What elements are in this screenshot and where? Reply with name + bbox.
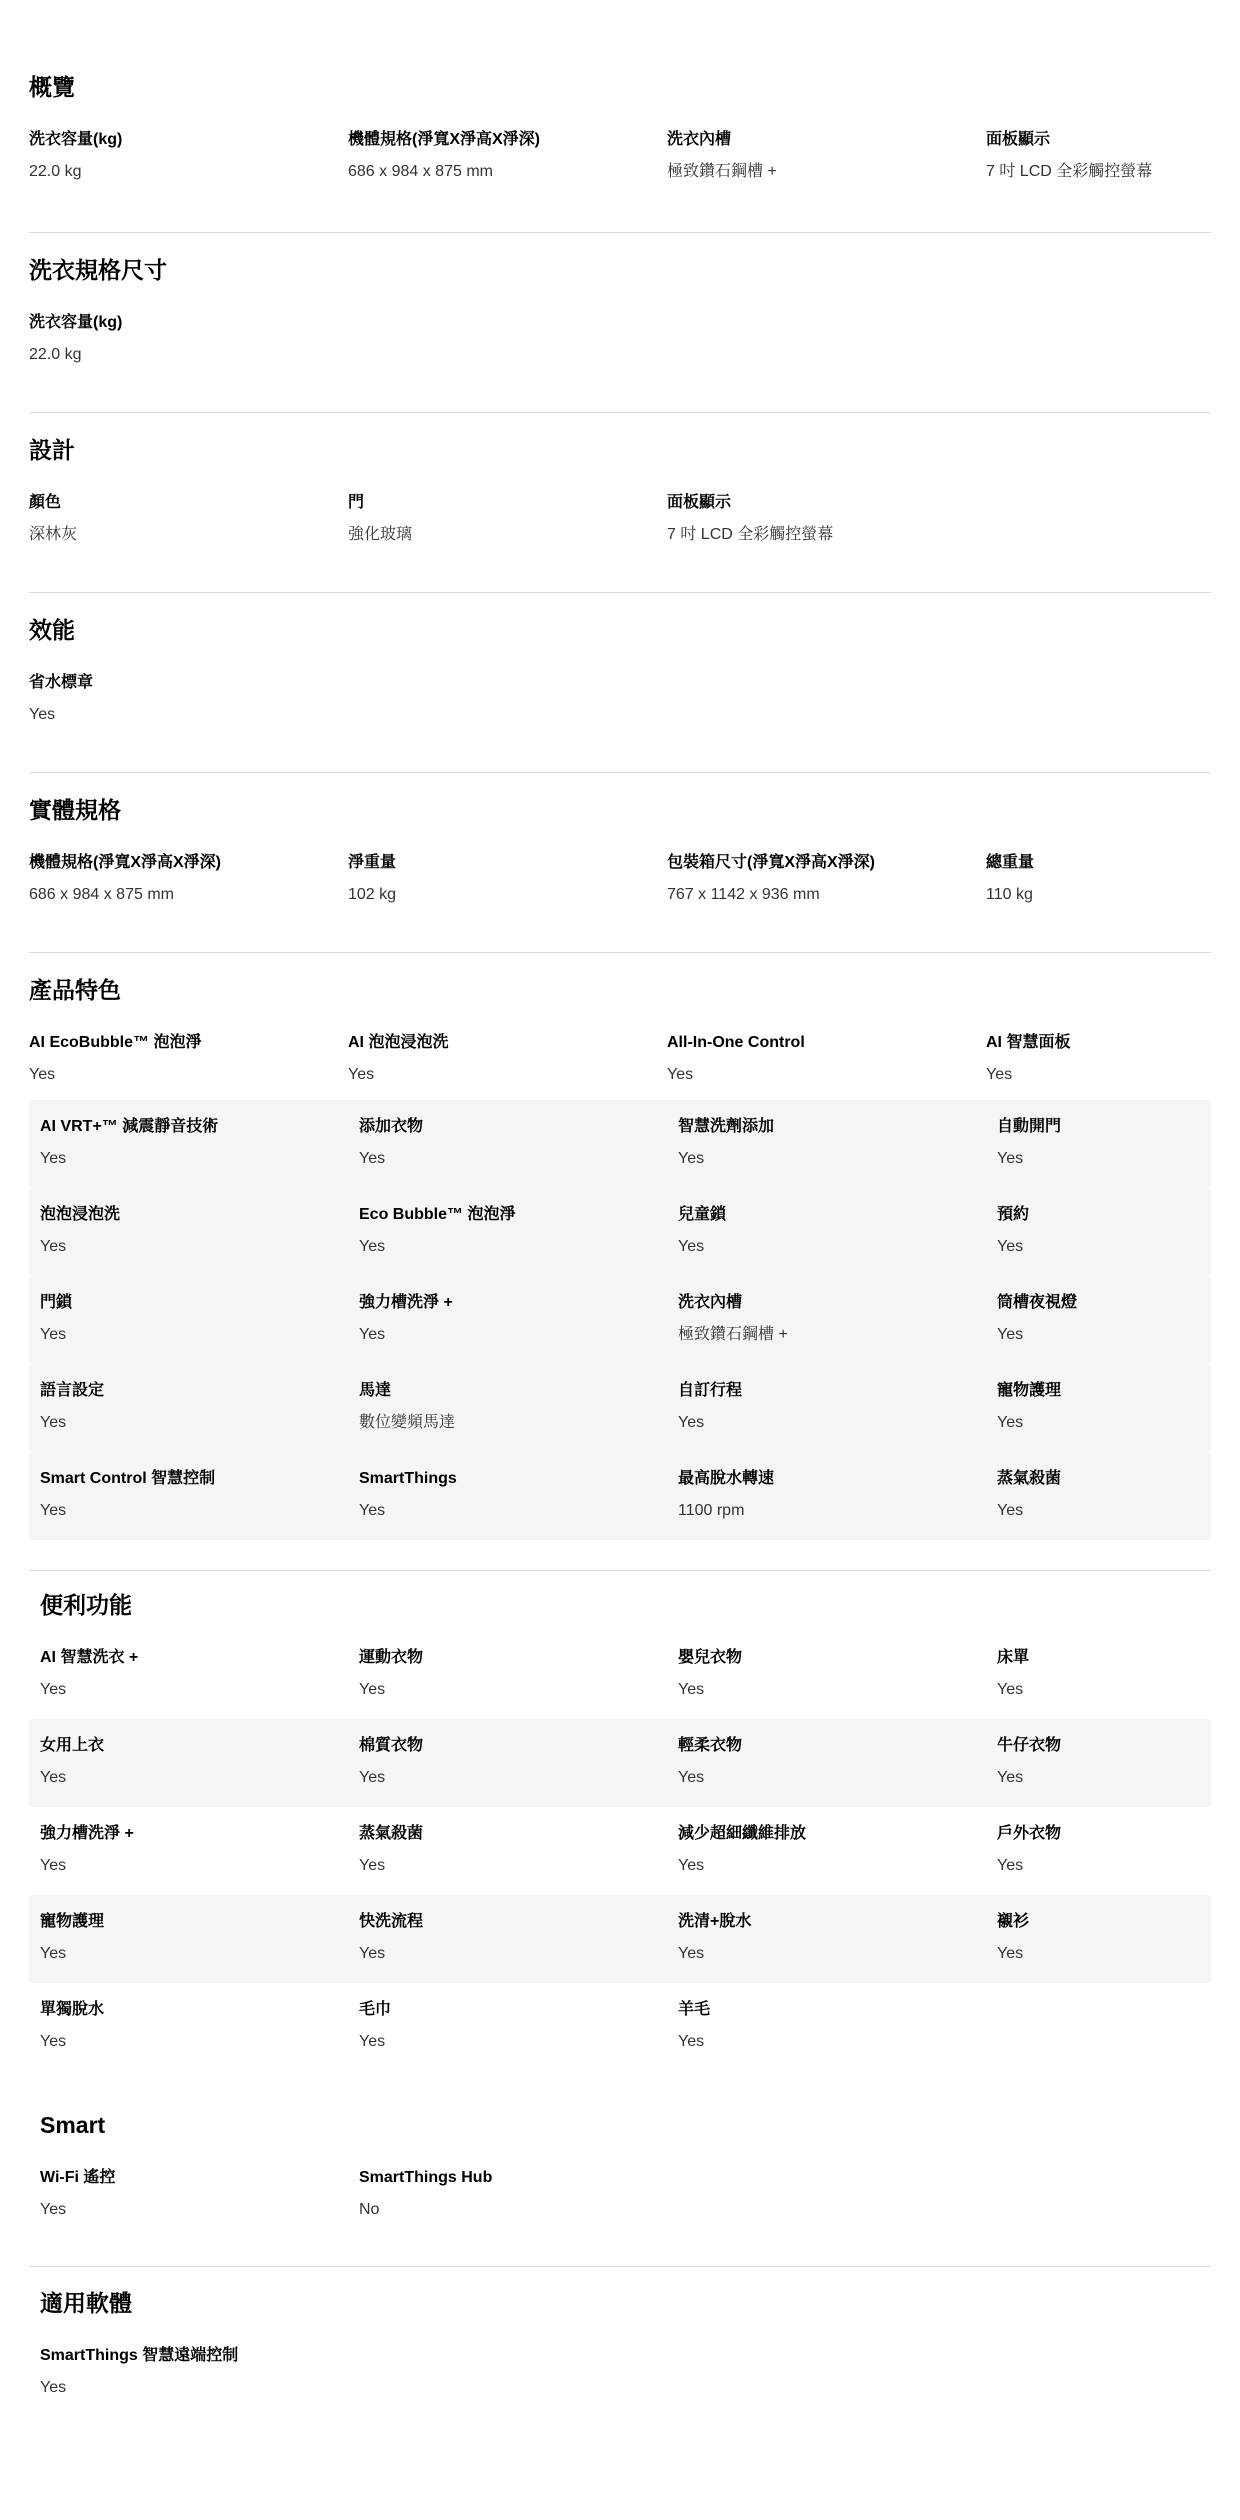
spec-label: 洗清+脫水 <box>678 1913 752 1930</box>
spec-value: Yes <box>678 1945 705 1962</box>
spec-label: AI 智慧洗衣 + <box>40 1649 139 1666</box>
efficiency-section <box>29 615 1211 735</box>
spec-label: Eco Bubble™ 泡泡淨 <box>359 1206 516 1223</box>
spec-label: 洗衣內槽 <box>678 1294 743 1311</box>
spec-value: Yes <box>997 1857 1024 1874</box>
spec-value: Yes <box>359 1150 386 1167</box>
section-title: 設計 <box>29 437 75 463</box>
section-title: Smart <box>40 2112 106 2138</box>
spec-value: Yes <box>40 1769 67 1786</box>
spec-label: 省水標章 <box>29 674 94 691</box>
spec-row <box>29 1719 1211 1807</box>
spec-value: Yes <box>359 1769 386 1786</box>
spec-value: Yes <box>29 706 56 723</box>
spec-value: Yes <box>359 1857 386 1874</box>
spec-value: Yes <box>359 1238 386 1255</box>
spec-value: Yes <box>678 1238 705 1255</box>
spec-value: Yes <box>40 1945 67 1962</box>
spec-label: 毛巾 <box>359 2001 392 2018</box>
spec-label: 快洗流程 <box>359 1913 424 1930</box>
divider <box>29 412 1211 413</box>
spec-label: AI VRT+™ 減震靜音技術 <box>40 1118 219 1135</box>
spec-row <box>29 1276 1211 1364</box>
spec-value: Yes <box>678 1769 705 1786</box>
features-section <box>29 975 1211 1545</box>
spec-label: 兒童鎖 <box>678 1206 727 1223</box>
spec-value: Yes <box>40 2379 67 2396</box>
spec-row <box>29 1364 1211 1452</box>
software-section <box>29 2288 1211 2418</box>
spec-label: 羊毛 <box>678 2001 711 2018</box>
spec-value: 102 kg <box>348 886 397 903</box>
spec-value: Yes <box>997 1150 1024 1167</box>
section-title: 實體規格 <box>29 797 121 823</box>
spec-value: Yes <box>40 1502 67 1519</box>
spec-label: 床單 <box>997 1649 1030 1666</box>
spec-value: Yes <box>997 1238 1024 1255</box>
spec-value: Yes <box>997 1681 1024 1698</box>
overview-section <box>29 72 1211 192</box>
spec-label: 蒸氣殺菌 <box>359 1825 424 1842</box>
design-section <box>29 435 1211 555</box>
spec-value: 1100 rpm <box>678 1502 745 1519</box>
spec-row <box>29 2151 1211 2239</box>
spec-label: 強力槽洗淨 + <box>359 1294 453 1311</box>
spec-label: SmartThings 智慧遠端控制 <box>40 2347 239 2364</box>
spec-label: AI 泡泡浸泡洗 <box>348 1034 449 1051</box>
spec-value: 686 x 984 x 875 mm <box>29 886 174 903</box>
spec-value: 110 kg <box>986 886 1033 903</box>
spec-value: 22.0 kg <box>29 163 82 180</box>
spec-label: Wi-Fi 遙控 <box>40 2169 116 2186</box>
spec-value: Yes <box>40 2201 67 2218</box>
spec-value: Yes <box>997 1414 1024 1431</box>
spec-value: 686 x 984 x 875 mm <box>348 163 493 180</box>
spec-label: 智慧洗劑添加 <box>678 1118 775 1135</box>
spec-value: Yes <box>359 2033 386 2050</box>
spec-label: 洗衣內槽 <box>667 131 732 148</box>
spec-label: 減少超細纖維排放 <box>678 1825 807 1842</box>
spec-value: Yes <box>359 1681 386 1698</box>
spec-label: 添加衣物 <box>359 1118 424 1135</box>
spec-row <box>29 1631 1211 1719</box>
spec-value: Yes <box>40 1150 67 1167</box>
spec-value: Yes <box>40 1414 67 1431</box>
spec-value: Yes <box>678 1414 705 1431</box>
spec-value: Yes <box>678 1857 705 1874</box>
spec-value: 深林灰 <box>29 526 78 543</box>
spec-label: 蒸氣殺菌 <box>997 1470 1062 1487</box>
spec-value: Yes <box>40 2033 67 2050</box>
spec-label: SmartThings Hub <box>359 2169 493 2186</box>
spec-row <box>29 1807 1211 1895</box>
spec-label: 自動開門 <box>997 1118 1062 1135</box>
spec-value: Yes <box>40 1326 67 1343</box>
spec-row <box>29 1452 1211 1540</box>
divider <box>29 592 1211 593</box>
spec-label: 馬達 <box>359 1382 392 1399</box>
spec-label: Smart Control 智慧控制 <box>40 1470 216 1487</box>
physical-section <box>29 795 1211 915</box>
spec-label: 洗衣容量(kg) <box>29 314 123 331</box>
spec-value: Yes <box>678 2033 705 2050</box>
spec-value: Yes <box>678 1681 705 1698</box>
spec-label: 嬰兒衣物 <box>678 1649 743 1666</box>
spec-value: Yes <box>359 1502 386 1519</box>
spec-label: 包裝箱尺寸(淨寬X淨高X淨深) <box>667 854 876 871</box>
divider <box>29 772 1211 773</box>
spec-value: Yes <box>997 1769 1024 1786</box>
spec-label: 總重量 <box>986 854 1035 871</box>
spec-row <box>29 1895 1211 1983</box>
spec-value: Yes <box>997 1502 1024 1519</box>
spec-value: Yes <box>40 1238 67 1255</box>
spec-label: 機體規格(淨寬X淨高X淨深) <box>29 854 222 871</box>
section-title: 產品特色 <box>29 977 121 1003</box>
spec-value: Yes <box>29 1066 56 1083</box>
spec-label: 輕柔衣物 <box>678 1737 743 1754</box>
spec-label: 襯衫 <box>997 1913 1030 1930</box>
spec-value: 22.0 kg <box>29 346 82 363</box>
section-title: 便利功能 <box>40 1592 132 1618</box>
spec-value: 極致鑽石鋼槽 + <box>667 163 777 180</box>
spec-value: Yes <box>40 1857 67 1874</box>
spec-label: 自訂行程 <box>678 1382 743 1399</box>
convenience-section <box>29 1590 1211 2090</box>
spec-label: 門鎖 <box>40 1294 73 1311</box>
spec-label: 筒槽夜視燈 <box>997 1294 1078 1311</box>
spec-value: Yes <box>997 1326 1024 1343</box>
spec-label: 牛仔衣物 <box>997 1737 1062 1754</box>
spec-value: Yes <box>40 1681 67 1698</box>
spec-value: Yes <box>986 1066 1013 1083</box>
section-title: 效能 <box>29 617 75 643</box>
spec-label: 戶外衣物 <box>997 1825 1062 1842</box>
spec-label: 寵物護理 <box>997 1382 1062 1399</box>
spec-row <box>29 2329 1211 2417</box>
spec-row <box>29 1188 1211 1276</box>
spec-label: 顏色 <box>29 494 62 511</box>
spec-value: Yes <box>667 1066 694 1083</box>
spec-label: 單獨脫水 <box>40 2001 105 2018</box>
spec-label: 最高脫水轉速 <box>678 1470 775 1487</box>
spec-label: 洗衣容量(kg) <box>29 131 123 148</box>
spec-row <box>29 1100 1211 1188</box>
spec-value: Yes <box>359 1326 386 1343</box>
spec-value: 767 x 1142 x 936 mm <box>667 886 820 903</box>
section-title: 概覽 <box>29 74 75 100</box>
spec-value: 強化玻璃 <box>348 526 413 543</box>
wash-spec-section <box>29 255 1211 375</box>
spec-value: 7 吋 LCD 全彩觸控螢幕 <box>986 163 1153 180</box>
spec-value: 7 吋 LCD 全彩觸控螢幕 <box>667 526 834 543</box>
spec-label: 女用上衣 <box>40 1737 105 1754</box>
section-title: 適用軟體 <box>40 2290 132 2316</box>
spec-label: AI 智慧面板 <box>986 1034 1071 1051</box>
section-title: 洗衣規格尺寸 <box>29 257 167 283</box>
spec-label: 門 <box>348 494 365 511</box>
divider <box>29 2266 1211 2267</box>
spec-value: Yes <box>359 1945 386 1962</box>
spec-value: No <box>359 2201 380 2218</box>
spec-label: 面板顯示 <box>667 494 732 511</box>
spec-label: 寵物護理 <box>40 1913 105 1930</box>
divider <box>29 1570 1211 1571</box>
spec-label: 淨重量 <box>348 854 397 871</box>
spec-label: 面板顯示 <box>986 131 1051 148</box>
spec-value: 極致鑽石鋼槽 + <box>678 1326 788 1343</box>
spec-label: AI EcoBubble™ 泡泡淨 <box>29 1034 202 1051</box>
spec-value: Yes <box>678 1150 705 1167</box>
spec-label: 泡泡浸泡洗 <box>40 1206 121 1223</box>
spec-label: 棉質衣物 <box>359 1737 424 1754</box>
smart-section <box>29 2110 1211 2240</box>
spec-value: 數位變頻馬達 <box>359 1414 456 1431</box>
spec-label: 語言設定 <box>40 1382 105 1399</box>
spec-label: SmartThings <box>359 1470 457 1487</box>
divider <box>29 232 1211 233</box>
spec-value: Yes <box>997 1945 1024 1962</box>
spec-label: 強力槽洗淨 + <box>40 1825 134 1842</box>
spec-label: 機體規格(淨寬X淨高X淨深) <box>348 131 541 148</box>
spec-label: 運動衣物 <box>359 1649 424 1666</box>
spec-row <box>29 1983 1211 2071</box>
spec-value: Yes <box>348 1066 375 1083</box>
divider <box>29 952 1211 953</box>
spec-label: 預約 <box>997 1206 1030 1223</box>
spec-label: All-In-One Control <box>667 1034 805 1051</box>
